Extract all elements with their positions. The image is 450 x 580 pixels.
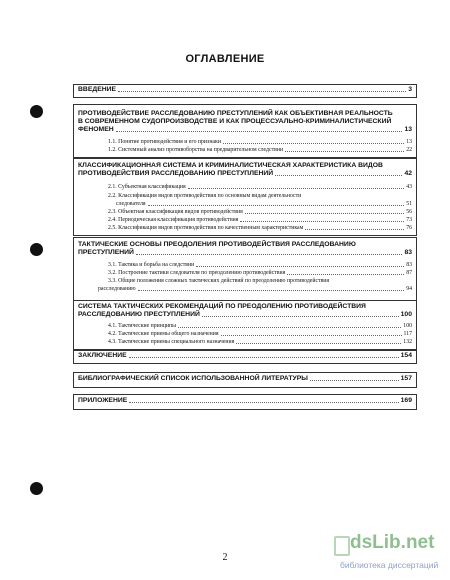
toc-entry-bibliography[interactable]: БИБЛИОГРАФИЧЕСКИЙ СПИСОК ИСПОЛЬЗОВАННОЙ ЛИТЕРАТУРЫ 157 xyxy=(78,375,412,382)
toc-entry-4-3[interactable]: 4.3. Тактические приемы специального назначения 132 xyxy=(108,339,412,345)
watermark-logo: dsLib.net xyxy=(350,532,435,553)
toc-entry-2-4[interactable]: 2.4. Периодическая классификация противодействия 73 xyxy=(108,217,412,223)
toc-entry-3-2[interactable]: 3.2. Построение тактики следователя по преодолению противодействия 87 xyxy=(108,270,412,276)
toc-chapter-1-title-line-1: ПРОТИВОДЕЙСТВИЕ РАССЛЕДОВАНИЮ ПРЕСТУПЛЕНИЙ КАК ОБЪЕКТИВНАЯ РЕАЛЬНОСТЬ xyxy=(78,110,393,117)
toc-entry-1-2[interactable]: 1.2. Системный анализ противоборства на предварительном следствии 22 xyxy=(108,147,412,153)
watermark-subtitle: библиотека диссертаций xyxy=(340,560,439,570)
toc-entry-2-3[interactable]: 2.3. Объектная классификация видов противодействия 56 xyxy=(108,209,412,215)
toc-entry-2-1[interactable]: 2.1. Субъектная классификация 43 xyxy=(108,184,412,190)
toc-entry-3-1[interactable]: 3.1. Тактика и борьба на следствии 83 xyxy=(108,262,412,268)
toc-entry-chapter-3[interactable]: ПРЕСТУПЛЕНИЙ 83 xyxy=(78,249,412,256)
toc-entry-3-3[interactable]: расследованию 94 xyxy=(98,286,412,292)
toc-entry-chapter-1[interactable]: ФЕНОМЕН 13 xyxy=(78,126,412,133)
toc-entry-appendix[interactable]: ПРИЛОЖЕНИЕ 169 xyxy=(78,397,412,404)
toc-entry-conclusion[interactable]: ЗАКЛЮЧЕНИЕ 154 xyxy=(78,352,412,359)
binder-hole-middle xyxy=(30,243,43,256)
toc-chapter-2-title-line-1: КЛАССИФИКАЦИОННАЯ СИСТЕМА И КРИМИНАЛИСТИЧЕСКАЯ ХАРАКТЕРИСТИКА ВИДОВ xyxy=(78,162,383,169)
toc-entry-chapter-2[interactable]: ПРОТИВОДЕЙСТВИЯ РАССЛЕДОВАНИЮ ПРЕСТУПЛЕНИЙ 42 xyxy=(78,170,412,177)
page-number: 2 xyxy=(222,552,228,563)
toc-entry-4-1[interactable]: 4.1. Тактические принципы 100 xyxy=(108,323,412,329)
book-icon xyxy=(334,536,350,556)
toc-entry-introduction[interactable]: ВВЕДЕНИЕ 3 xyxy=(78,86,412,93)
toc-entry-chapter-4[interactable]: РАССЛЕДОВАНИЮ ПРЕСТУПЛЕНИЙ 100 xyxy=(78,311,412,318)
binder-hole-bottom xyxy=(30,482,43,495)
watermark xyxy=(338,532,448,578)
toc-chapter-1-title-line-2: В СОВРЕМЕННОМ СУДОПРОИЗВОДСТВЕ И КАК ПРОЦЕССУАЛЬНО-КРИМИНАЛИСТИЧЕСКИЙ xyxy=(78,118,392,125)
toc-entry-2-2-line-1: 2.2. Классификация видов противодействия по основным видам деятельности xyxy=(108,193,302,199)
toc-entry-4-2[interactable]: 4.2. Тактические приемы общего назначения 117 xyxy=(108,331,412,337)
binder-hole-top xyxy=(30,105,43,118)
toc-chapter-4-title-line-1: СИСТЕМА ТАКТИЧЕСКИХ РЕКОМЕНДАЦИЙ ПО ПРЕОДОЛЕНИЮ ПРОТИВОДЕЙСТВИЯ xyxy=(78,303,366,310)
page-title: ОГЛАВЛЕНИЕ xyxy=(185,53,265,65)
toc-entry-3-3-line-1: 3.3. Общие положения сложных тактических действий по преодолению противодействия xyxy=(108,278,330,284)
toc-entry-2-5[interactable]: 2.5. Классификация видов противодействия по качественным характеристикам 76 xyxy=(108,225,412,231)
toc-entry-2-2[interactable]: следователя 51 xyxy=(116,201,412,207)
toc-entry-1-1[interactable]: 1.1. Понятие противодействия и его признаки 13 xyxy=(108,139,412,145)
toc-chapter-3-title-line-1: ТАКТИЧЕСКИЕ ОСНОВЫ ПРЕОДОЛЕНИЯ ПРОТИВОДЕЙСТВИЯ РАССЛЕДОВАНИЮ xyxy=(78,241,356,248)
